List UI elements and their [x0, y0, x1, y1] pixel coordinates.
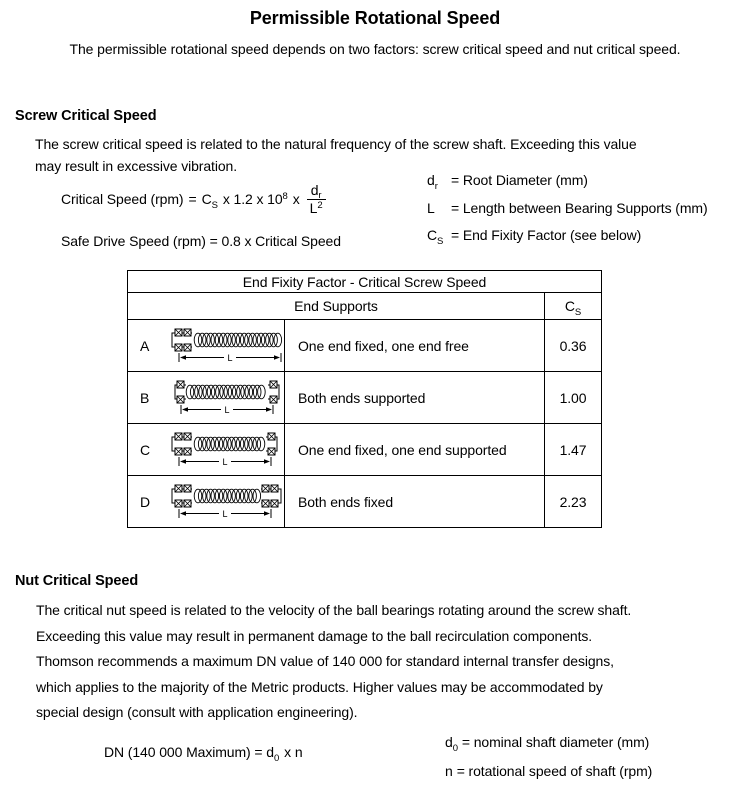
- col-header-cs: $C_S$: [545, 293, 602, 320]
- definition-row: [427, 168, 708, 196]
- screw-end-diagram: [170, 327, 284, 365]
- row-description: One end fixed, one end supported: [285, 424, 545, 476]
- screw-end-diagram: [170, 379, 284, 417]
- safe-drive-speed-formula: Safe Drive Speed (rpm) = 0.8 x Critical Speed: [61, 233, 341, 249]
- row-letter-diagram-cell: [128, 372, 285, 424]
- screw-paragraph-line: The screw critical speed is related to the natural frequency of the screw shaft. Exceeding this value: [35, 136, 637, 152]
- svg-text:L: L: [224, 404, 230, 415]
- fraction-numerator: $d_r$: [310, 181, 322, 202]
- definition-symbol: n: [445, 763, 453, 779]
- screw-end-diagram: [170, 431, 284, 469]
- section-heading-screw: Screw Critical Speed: [15, 108, 157, 124]
- definition-symbol: $C_S$: [427, 227, 444, 247]
- table-row: [128, 372, 602, 424]
- svg-text:L: L: [227, 352, 233, 363]
- definition-row: [427, 223, 708, 251]
- row-cs-value: 2.23: [545, 476, 602, 528]
- nut-paragraph-line: Thomson recommends a maximum DN value of 140 000 for standard internal transfer designs,: [36, 653, 614, 669]
- intro-text: The permissible rotational speed depends on two factors: screw critical speed and nut critical speed.: [69, 41, 681, 57]
- row-letter-diagram-cell: [128, 476, 285, 528]
- definition-row: [427, 196, 708, 224]
- formula-fraction: [307, 182, 326, 217]
- symbol-definitions: [427, 168, 708, 251]
- table-row: [128, 476, 602, 528]
- dn-definitions: [445, 729, 652, 787]
- nut-paragraph-line: special design (consult with application engineering).: [36, 704, 358, 720]
- nut-paragraph: [36, 598, 631, 726]
- row-description: One end fixed, one end free: [285, 320, 545, 372]
- row-letter-diagram-cell: [128, 320, 285, 372]
- row-description: Both ends supported: [285, 372, 545, 424]
- screw-paragraph-line: may result in excessive vibration.: [35, 157, 238, 174]
- table-header-row: [128, 293, 602, 320]
- table-title: End Fixity Factor - Critical Screw Speed: [128, 271, 602, 293]
- definition-symbol: L: [427, 199, 435, 216]
- section-heading-nut: Nut Critical Speed: [15, 573, 139, 589]
- table-row: [128, 320, 602, 372]
- critical-speed-formula: [61, 180, 326, 218]
- col-header-end-supports: End Supports: [128, 293, 545, 320]
- definition-symbol: $d_r$: [427, 172, 438, 192]
- formula-times: x: [292, 191, 300, 207]
- definition-text: = Root Diameter (mm): [451, 172, 588, 188]
- svg-text:L: L: [222, 508, 228, 519]
- nut-paragraph-line: Exceeding this value may result in permanent damage to the ball recirculation components.: [36, 627, 593, 644]
- fraction-denominator: $L^2$: [307, 199, 326, 217]
- table-row: [128, 424, 602, 476]
- table-title-row: [128, 271, 602, 293]
- formula-coefficient: x 1.2 x $10^8$: [222, 191, 288, 207]
- definition-symbol: $d_0$: [445, 734, 458, 754]
- row-letter: A: [140, 337, 150, 354]
- row-letter-diagram-cell: [128, 424, 285, 476]
- definition-row: [445, 758, 652, 787]
- row-description: Both ends fixed: [285, 476, 545, 528]
- row-cs-value: 1.47: [545, 424, 602, 476]
- nut-paragraph-line: The critical nut speed is related to the velocity of the ball bearings rotating around the screw shaft.: [36, 602, 632, 618]
- row-letter: C: [140, 441, 151, 458]
- page-title: Permissible Rotational Speed: [249, 8, 501, 28]
- screw-end-diagram: [170, 483, 284, 521]
- definition-text: = nominal shaft diameter (mm): [461, 734, 650, 750]
- row-letter: D: [140, 493, 151, 510]
- row-cs-value: 1.00: [545, 372, 602, 424]
- definition-row: [445, 729, 652, 758]
- formula-lhs: Critical Speed (rpm): [61, 191, 184, 207]
- formula-cs-symbol: $C_S$: [201, 191, 218, 211]
- row-letter: B: [140, 389, 150, 406]
- definition-text: = End Fixity Factor (see below): [451, 227, 642, 243]
- formula-equals: =: [188, 191, 197, 207]
- end-fixity-table: [127, 270, 602, 528]
- row-cs-value: 0.36: [545, 320, 602, 372]
- dn-formula: DN (140 000 Maximum) = d 0 x n: [104, 744, 303, 764]
- svg-text:L: L: [222, 456, 228, 467]
- definition-text: = Length between Bearing Supports (mm): [451, 199, 708, 216]
- definition-text: = rotational speed of shaft (rpm): [456, 763, 653, 779]
- nut-paragraph-line: which applies to the majority of the Metric products. Higher values may be accommodated by: [36, 678, 603, 695]
